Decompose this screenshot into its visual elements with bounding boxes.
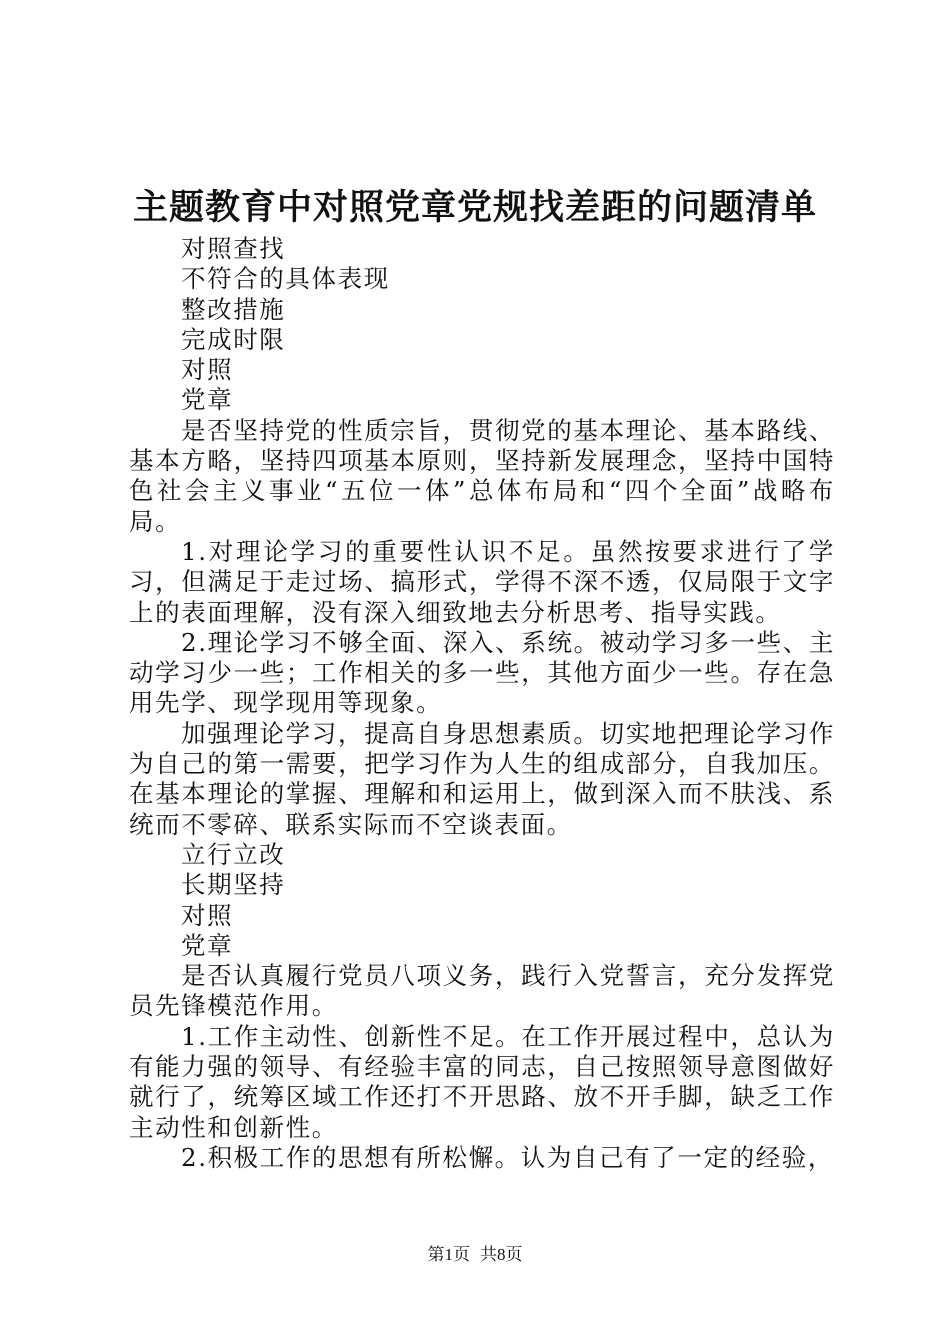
paragraph: 是否坚持党的性质宗旨，贯彻党的基本理论、基本路线、基本方略，坚持四项基本原则，坚持新发展理念，坚持中国特色社会主义事业“五位一体”总体布局和“四个全面”战略布局。 — [129, 415, 835, 536]
paragraph: 2.理论学习不够全面、深入、系统。被动学习多一些、主动学习少一些；工作相关的多一些，其他方面少一些。存在急用先学、现学现用等现象。 — [129, 627, 835, 718]
paragraph: 不符合的具体表现 — [181, 264, 390, 294]
paragraph: 2.积极工作的思想有所松懈。认为自己有了一定的经验， — [181, 1142, 834, 1172]
paragraph: 对照查找 — [181, 234, 286, 263]
page-footer — [0, 1243, 950, 1267]
paragraph: 是否认真履行党员八项义务，践行入党誓言，充分发挥党员先锋模范作用。 — [129, 961, 835, 1021]
document-body — [129, 234, 835, 1173]
paragraph: 整改措施 — [181, 294, 286, 324]
document-title: 主题教育中对照党章党规找差距的问题清单 — [132, 187, 817, 228]
paragraph: 立行立改 — [181, 839, 286, 869]
paragraph: 长期坚持 — [181, 870, 286, 900]
paragraph: 1.工作主动性、创新性不足。在工作开展过程中，总认为有能力强的领导、有经验丰富的同志，自己按照领导意图做好就行了，统筹区域工作还打不开思路、放不开手脚，缺乏工作主动性和创新性。 — [129, 1021, 835, 1142]
page-total: 共8页 — [480, 1245, 523, 1264]
page-number: 第1页 — [427, 1245, 470, 1264]
paragraph: 对照 — [181, 900, 234, 930]
paragraph: 完成时限 — [181, 324, 286, 354]
paragraph: 党章 — [181, 385, 234, 415]
paragraph: 对照 — [181, 355, 234, 385]
paragraph: 党章 — [181, 930, 234, 960]
paragraph: 加强理论学习，提高自身思想素质。切实地把理论学习作为自己的第一需要，把学习作为人生的组成部分，自我加压。在基本理论的掌握、理解和和运用上，做到深入而不肤浅、系统而不零碎、联系实际而不空谈表面。 — [129, 718, 835, 839]
paragraph: 1.对理论学习的重要性认识不足。虽然按要求进行了学习，但满足于走过场、搞形式，学得不深不透，仅局限于文字上的表面理解，没有深入细致地去分析思考、指导实践。 — [129, 536, 835, 627]
